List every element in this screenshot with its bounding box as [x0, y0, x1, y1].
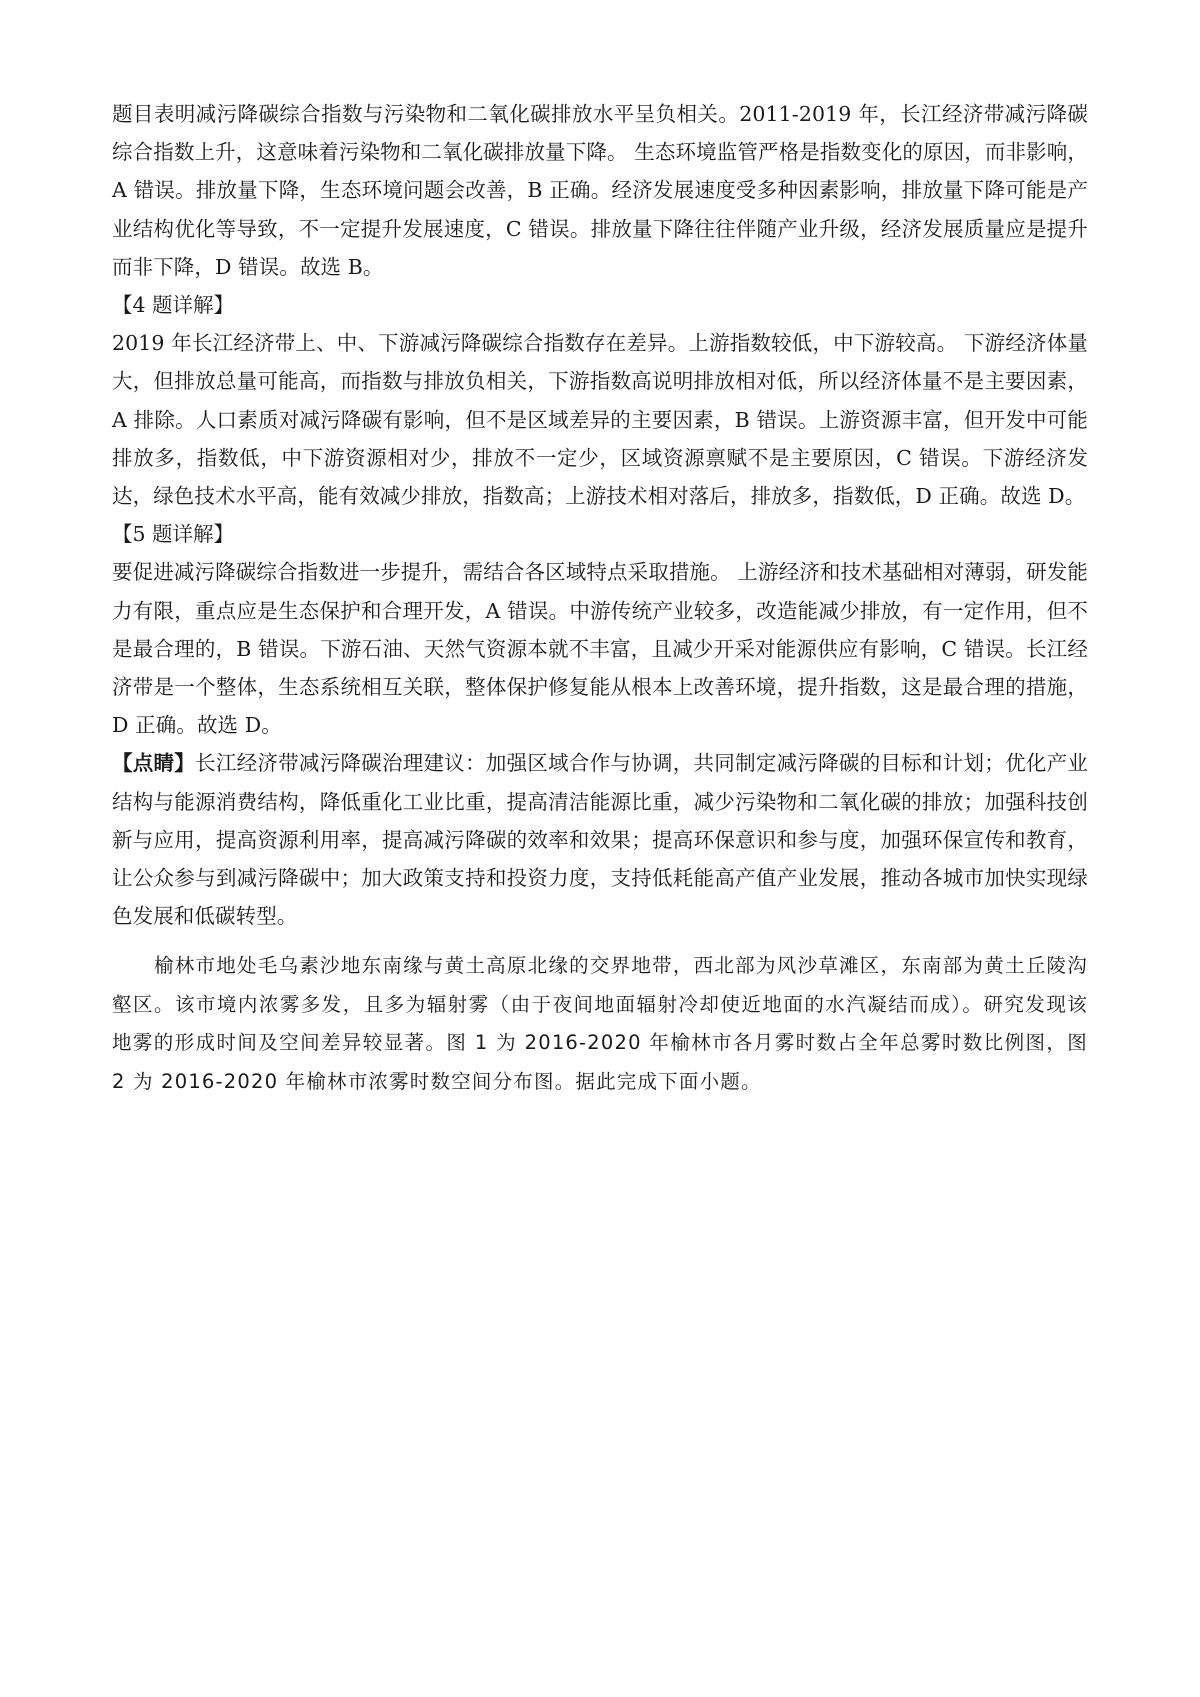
dianjing-paragraph	[112, 744, 1088, 935]
dianjing-text: 长江经济带减污降碳治理建议：加强区域合作与协调，共同制定减污降碳的目标和计划；优化产业结构与能源消费结构，降低重化工业比重，提高清洁能源比重，减少污染物和二氧化碳的排放；加强科技创新与应用，提高资源利用率，提高减污降碳的效率和效果；提高环保意识和参与度，加强环保宣传和教育，让公众参与到减污降碳中；加大政策支持和投资力度，支持低耗能高产值产业发展，推动各城市加快实现绿色发展和低碳转型。	[112, 751, 1088, 929]
question-5-heading: 【5 题详解】	[112, 522, 235, 547]
answer-paragraph-4: 2019 年长江经济带上、中、下游减污降碳综合指数存在差异。上游指数较低，中下游较高。 下游经济体量大，但排放总量可能高，而指数与排放负相关，下游指数高说明排放相对低，所以经济体量不是主要因素，A 排除。人口素质对减污降碳有影响，但不是区域差异的主要因素，B 错误。上游资源丰富，但开发中可能排放多，指数低，中下游资源相对少，排放不一定少，区域资源禀赋不是主要原因，C 错误。下游经济发达，绿色技术水平高，能有效减少排放，指数高；上游技术相对落后，排放多，指数低，D 正确。故选 D。	[112, 331, 1088, 509]
question-4-heading: 【4 题详解】	[112, 293, 235, 318]
dianjing-label: 【点睛】	[112, 751, 196, 776]
document-body	[112, 95, 1088, 1101]
answer-paragraph-5: 要促进减污降碳综合指数进一步提升，需结合各区域特点采取措施。 上游经济和技术基础相对薄弱，研发能力有限，重点应是生态保护和合理开发，A 错误。中游传统产业较多，改造能减少排放，有一定作用，但不是最合理的，B 错误。下游石油、天然气资源本就不丰富，且减少开采对能源供应有影响，C 错误。长江经济带是一个整体，生态系统相互关联，整体保护修复能从根本上改善环境，提升指数，这是最合理的措施，D 正确。故选 D。	[112, 560, 1088, 738]
answer-paragraph-3: 题目表明减污降碳综合指数与污染物和二氧化碳排放水平呈负相关。2011-2019 年，长江经济带减污降碳综合指数上升，这意味着污染物和二氧化碳排放量下降。 生态环境监管严格是指数变化的原因，而非影响，A 错误。排放量下降，生态环境问题会改善，B 正确。经济发展速度受多种因素影响，排放量下降可能是产业结构优化等导致，不一定提升发展速度，C 错误。排放量下降往往伴随产业升级，经济发展质量应是提升而非下降，D 错误。故选 B。	[112, 102, 1088, 279]
question-intro-paragraph: 榆林市地处毛乌素沙地东南缘与黄土高原北缘的交界地带，西北部为风沙草滩区，东南部为黄土丘陵沟壑区。该市境内浓雾多发，且多为辐射雾（由于夜间地面辐射冷却使近地面的水汽凝结而成）。研究发现该地雾的形成时间及空间差异较显著。图 1 为 2016-2020 年榆林市各月雾时数占全年总雾时数比例图，图 2 为 2016-2020 年榆林市浓雾时数空间分布图。据此完成下面小题。	[112, 954, 1088, 1093]
